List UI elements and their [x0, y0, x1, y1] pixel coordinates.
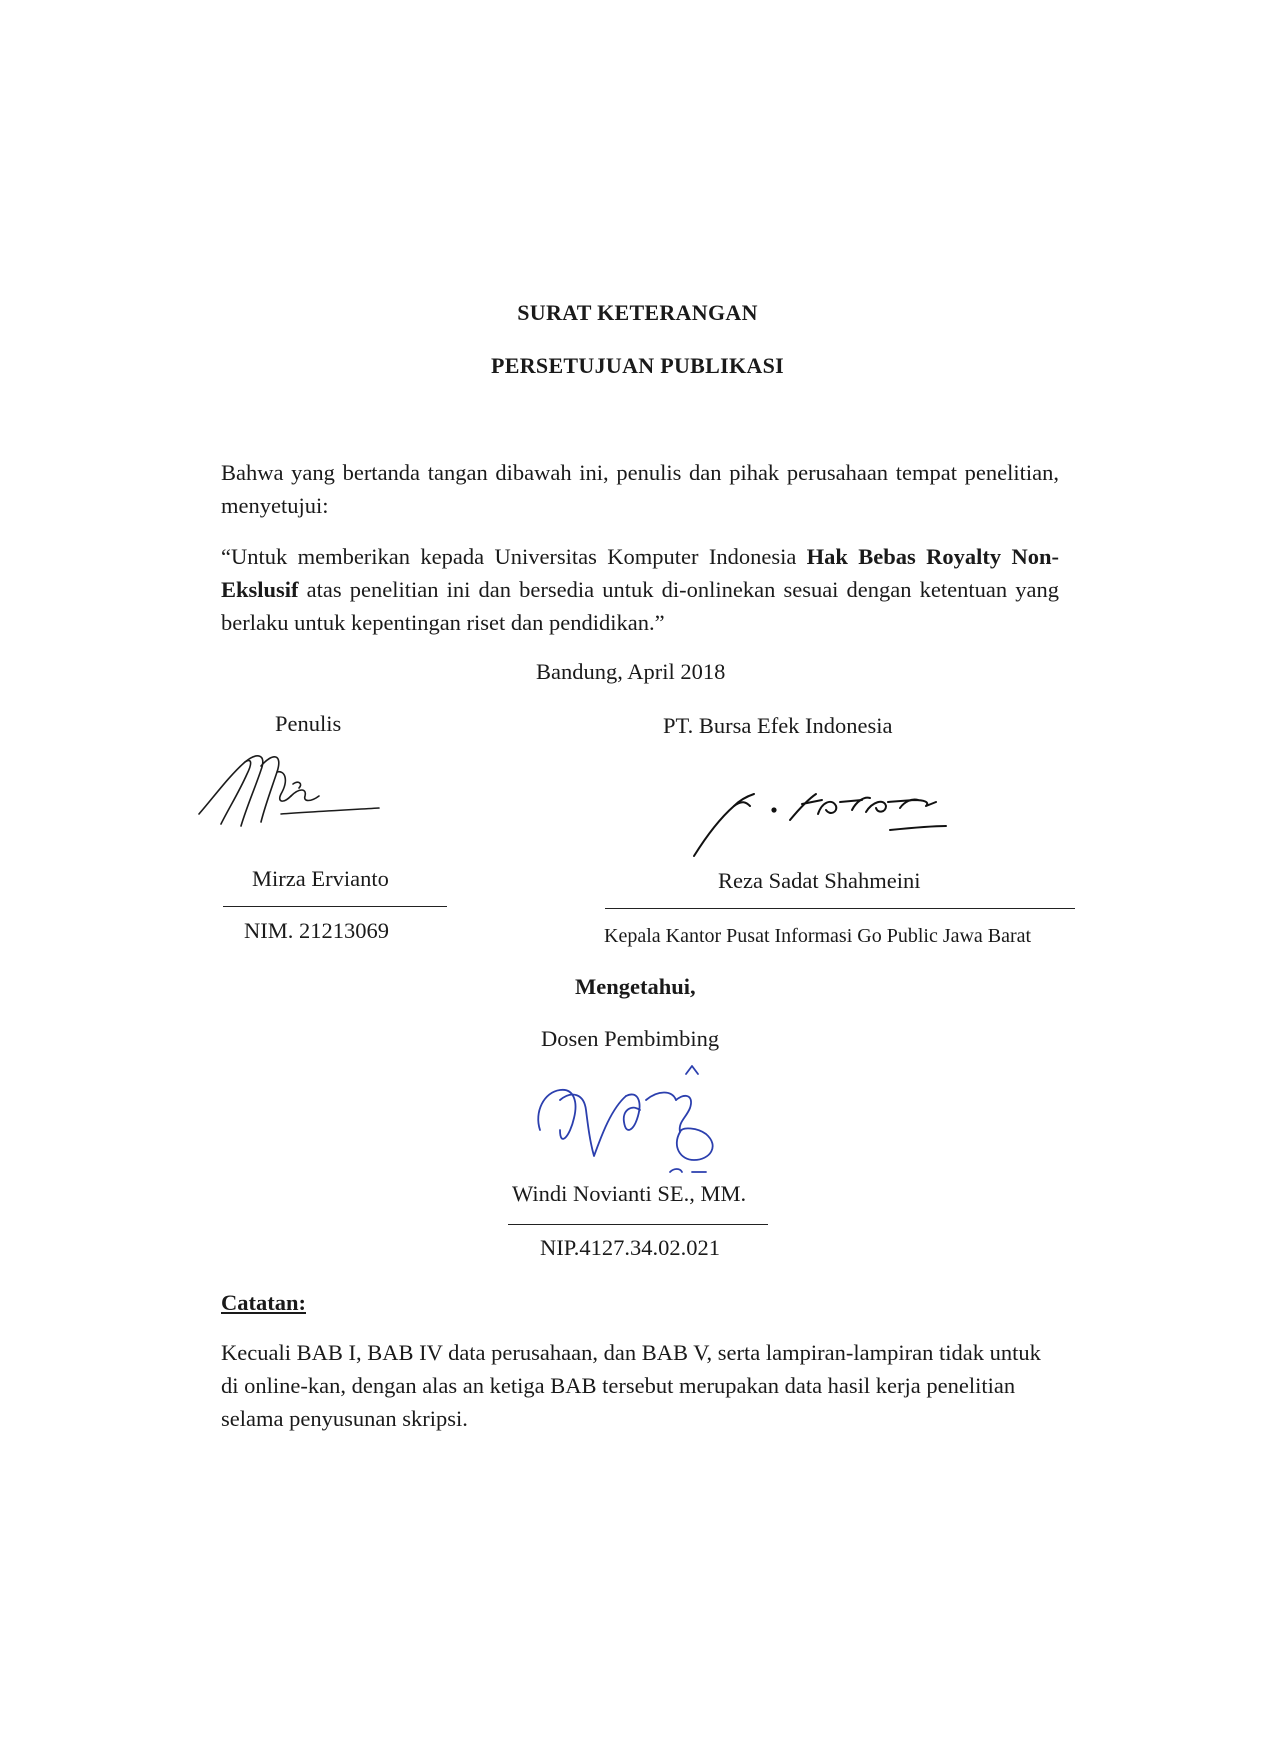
company-name: PT. Bursa Efek Indonesia	[663, 713, 893, 738]
approval-role: Dosen Pembimbing	[541, 1026, 720, 1051]
advisor-id: NIP.4127.34.02.021	[540, 1235, 721, 1260]
approval-heading: Mengetahui,	[575, 974, 696, 999]
intro-paragraph: Bahwa yang bertanda tangan dibawah ini, penulis dan pihak perusahaan tempat penelitian, menyetujui:	[221, 460, 1059, 518]
place-date: Bandung, April 2018	[536, 659, 726, 684]
document-subtitle: PERSETUJUAN PUBLIKASI	[491, 353, 784, 378]
author-role: Penulis	[275, 711, 342, 736]
author-signature-line	[223, 906, 447, 907]
quote-text-bold: Hak Bebas Royalty Non-Ekslusif	[221, 544, 1059, 602]
quote-text-start: “Untuk memberikan kepada Universitas Komputer Indonesia	[221, 544, 807, 569]
author-signature	[195, 740, 385, 832]
author-id: NIM. 21213069	[244, 918, 389, 943]
quote-paragraph	[221, 540, 1059, 639]
company-signer-position: Kepala Kantor Pusat Informasi Go Public Jawa Barat	[604, 925, 1032, 947]
quote-text-end: atas penelitian ini dan bersedia untuk di-onlinekan sesuai dengan ketentuan yang berlaku untuk kepentingan riset dan pendidikan.”	[221, 577, 1059, 635]
advisor-signature	[530, 1060, 780, 1170]
company-signer-name: Reza Sadat Shahmeini	[718, 868, 921, 893]
company-signature	[690, 780, 980, 860]
document-title: SURAT KETERANGAN	[517, 300, 758, 325]
advisor-name: Windi Novianti SE., MM.	[512, 1181, 747, 1206]
advisor-signature-line	[508, 1224, 768, 1225]
notes-heading: Catatan:	[221, 1290, 306, 1315]
notes-text: Kecuali BAB I, BAB IV data perusahaan, dan BAB V, serta lampiran-lampiran tidak untuk di online-kan, dengan alas an ketiga BAB tersebut merupakan data hasil kerja penelitian selama penyusunan skripsi.	[221, 1340, 1041, 1431]
company-signature-line	[605, 908, 1075, 909]
author-name: Mirza Ervianto	[252, 866, 389, 891]
